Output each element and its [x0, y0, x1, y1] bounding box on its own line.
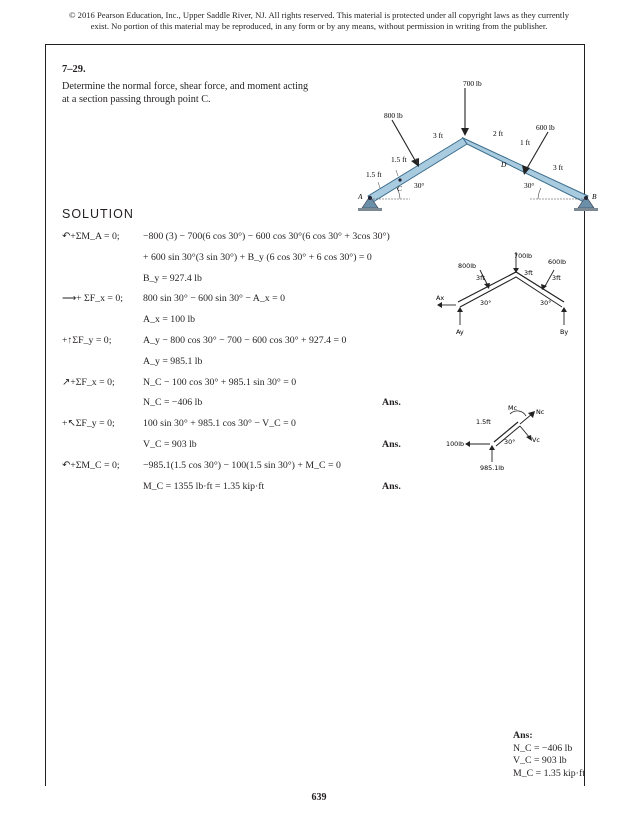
label-2ft: 2 ft [493, 129, 504, 138]
equation-text: A_y − 800 cos 30° − 700 − 600 cos 30° + 927.4 = 0 [143, 335, 347, 346]
copyright-line-1: © 2016 Pearson Education, Inc., Upper Saddle River, NJ. All rights reserved. This material is protected under all copyright laws as they currently [68, 10, 570, 20]
fbd-label-30a: 30° [480, 299, 492, 307]
answer-marker: Ans. [382, 397, 401, 409]
fbd-label-by: By [560, 328, 569, 336]
equation-text: N_C = −406 lb [143, 397, 203, 409]
fbd-label-ay: Ay [456, 328, 464, 336]
equation-label: +↑ΣF_y = 0; [62, 335, 112, 346]
equation-text: 100 sin 30° + 985.1 cos 30° − V_C = 0 [143, 418, 296, 430]
label-700lb: 700 lb [463, 79, 482, 88]
label-point-b: B [592, 192, 597, 201]
answer-marker: Ans. [382, 439, 401, 450]
problem-figure [340, 78, 600, 213]
copyright-line-2: exist. No portion of this material may be reproduced, in any form or by any means, without permission in writing from the publisher. [90, 21, 548, 31]
fbd-section-mc: Mc [508, 404, 518, 412]
left-member [368, 138, 467, 202]
answer-summary-shear: V_C = 903 lb [513, 755, 567, 766]
label-600lb: 600 lb [536, 123, 555, 132]
fbd-label-3ft-c: 3ft [552, 274, 561, 282]
label-1-5ft-b: 1.5 ft [366, 170, 382, 179]
problem-statement: Determine the normal force, shear force, and moment acting at a section passing through point C. [62, 81, 309, 105]
equation-label: ↶+ΣM_A = 0; [62, 231, 120, 242]
label-point-c: C [397, 184, 402, 193]
equation-label: ↗+ΣF_x = 0; [62, 376, 115, 388]
equation-label: ↶+ΣM_C = 0; [62, 459, 120, 471]
equation-text: B_y = 927.4 lb [143, 272, 202, 284]
equation-text: −800 (3) − 700(6 cos 30°) − 600 cos 30°(6 cos 30° + 3cos 30°) [143, 231, 390, 242]
fbd-section-ang: 30° [504, 438, 516, 446]
equation-text: A_y = 985.1 lb [143, 355, 203, 367]
copyright-notice [18, 10, 620, 32]
label-angle-left: 30° [414, 181, 425, 190]
problem-number: 7–29. [62, 64, 86, 75]
page-number: 639 [311, 792, 327, 803]
equation-label: ⟶+ ΣF_x = 0; [62, 293, 124, 305]
fbd-label-30b: 30° [540, 299, 552, 307]
fbd-whole-figure [436, 250, 586, 340]
label-800lb: 800 lb [384, 111, 403, 120]
equation-text: −985.1(1.5 cos 30°) − 100(1.5 sin 30°) + M_C = 0 [143, 459, 341, 471]
equation-text: A_x = 100 lb [143, 314, 196, 326]
fbd-section-f100: 100lb [446, 440, 465, 448]
equation-text: N_C − 100 cos 30° + 985.1 sin 30° = 0 [143, 376, 297, 388]
answer-summary-moment: M_C = 1.35 kip·ft [513, 767, 585, 779]
fbd-label-ax: Ax [436, 294, 445, 302]
equation-text: + 600 sin 30°(3 sin 30°) + B_y (6 cos 30° + 6 cos 30°) = 0 [143, 251, 372, 263]
fbd-section-d15: 1.5ft [476, 418, 491, 426]
answer-marker: Ans. [382, 480, 401, 492]
equation-text: 800 sin 30° − 600 sin 30° − A_x = 0 [143, 293, 285, 305]
solution-heading: SOLUTION [62, 207, 134, 221]
label-angle-right: 30° [524, 181, 535, 190]
fbd-section-nc: Nc [536, 408, 545, 416]
fbd-label-800: 800lb [458, 262, 477, 270]
fbd-label-700: 700lb [514, 252, 533, 260]
load-700-arrow [461, 88, 469, 136]
label-1ft: 1 ft [520, 138, 531, 147]
fbd-label-3ft-b: 3ft [524, 269, 533, 277]
label-3ft-left: 3 ft [433, 131, 444, 140]
point-c-marker [398, 178, 401, 181]
label-point-a: A [358, 192, 363, 201]
label-3ft-right: 3 ft [553, 163, 564, 172]
fbd-section-figure [446, 402, 566, 472]
fbd-section-vc: Vc [532, 436, 540, 444]
answer-summary-title: Ans: [513, 730, 533, 741]
answer-summary-normal: N_C = −406 lb [513, 742, 573, 754]
fbd-label-3ft-a: 3ft [476, 274, 485, 282]
equation-text: M_C = 1355 lb·ft = 1.35 kip·ft [143, 480, 265, 492]
equation-label: +↖ΣF_y = 0; [62, 418, 115, 430]
label-point-d: D [501, 160, 507, 169]
fbd-section-f985: 985.1lb [480, 464, 505, 472]
fbd-label-600: 600lb [548, 258, 567, 266]
label-1-5ft-a: 1.5 ft [391, 155, 407, 164]
equation-text: V_C = 903 lb [143, 439, 197, 450]
answer-summary [513, 730, 593, 780]
